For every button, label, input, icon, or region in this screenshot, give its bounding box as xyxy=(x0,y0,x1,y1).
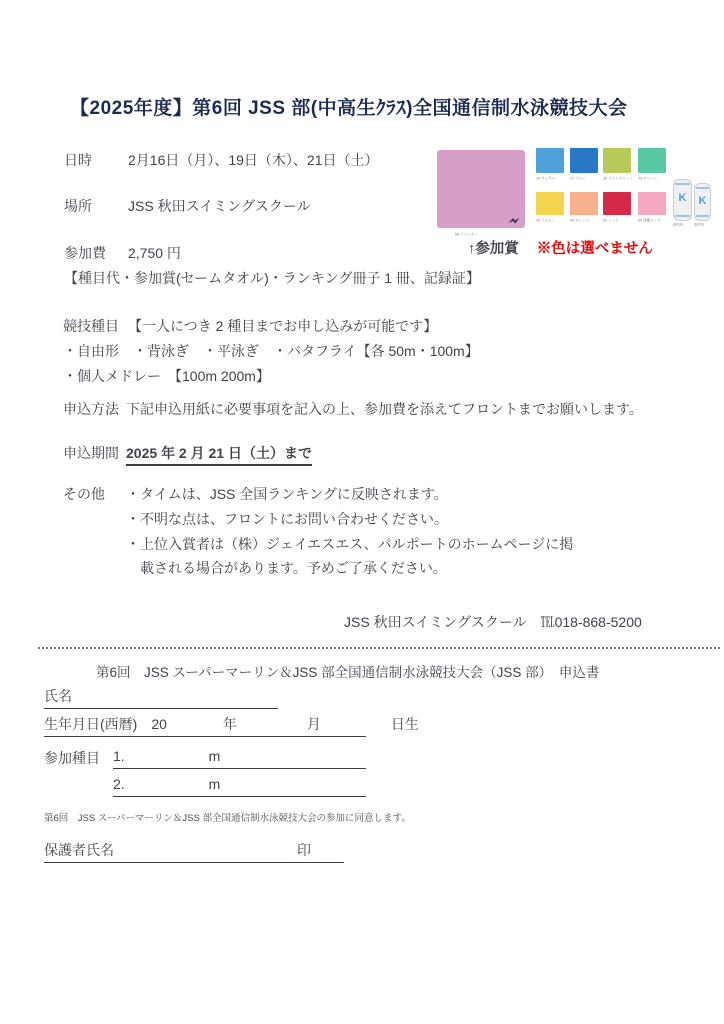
roll-band xyxy=(675,183,690,185)
towel-label: (BOX) xyxy=(694,222,705,227)
datetime-label: 日時 xyxy=(64,152,92,168)
towel-swatch-large xyxy=(437,150,525,228)
towel-swatch xyxy=(570,192,598,215)
other-bullet: ・不明な点は、フロントにお問い合わせください。 xyxy=(126,511,448,527)
rolled-towel xyxy=(673,179,692,221)
application-form-title: 第6回 JSS スーパーマーリン＆JSS 部全国通信制水泳競技大会（JSS 部） 申込書 xyxy=(96,665,600,680)
towel-label: 62 レッド xyxy=(603,218,619,223)
rolled-towel xyxy=(694,183,711,221)
towel-label: (BOX) xyxy=(673,222,684,227)
towel-swatch xyxy=(603,148,631,173)
mizuno-logo-icon xyxy=(508,217,520,224)
roll-letter: K xyxy=(678,192,687,204)
towel-label: 68 ラベンダー xyxy=(455,232,478,237)
method-label: 申込方法 xyxy=(63,401,119,417)
towel-label: 64 薄紫ピンク xyxy=(638,218,661,223)
events-line-1: ・自由形 ・背泳ぎ ・平泳ぎ ・バタフライ【各 50m・100m】 xyxy=(63,343,479,359)
consent-statement: 第6回 JSS スーパーマーリン＆JSS 部全国通信制水泳競技大会の参加に同意します。 xyxy=(44,813,411,824)
roll-band xyxy=(675,215,690,217)
events-value: 【一人につき 2 種目までお申し込みが可能です】 xyxy=(128,318,438,334)
towel-swatch xyxy=(536,148,564,173)
guardian-label: 保護者氏名 xyxy=(44,842,114,858)
entry-line-1: 1. m xyxy=(113,746,366,769)
seal-label: 印 xyxy=(297,842,311,858)
fee-value: 2,750 円 xyxy=(128,245,181,261)
events-line-2: ・個人メドレー 【100m 200m】 xyxy=(63,368,270,384)
towel-swatch xyxy=(570,148,598,173)
datetime-value: 2月16日（月）、19日（木）、21日（土） xyxy=(128,152,379,168)
period-value: 2025 年 2 月 21 日（土）まで xyxy=(126,443,312,466)
place-label: 場所 xyxy=(64,198,92,214)
towel-swatch xyxy=(536,192,564,215)
other-bullet: 載される場合があります。予めご了承ください。 xyxy=(140,560,447,576)
name-field: 氏名 xyxy=(44,686,278,709)
roll-letter: K xyxy=(698,194,707,207)
other-bullet: ・タイムは、JSS 全国ランキングに反映されます。 xyxy=(126,486,448,502)
fee-note: 【種目代・参加賞(セームタオル)・ランキング冊子 1 冊、記録証】 xyxy=(64,270,480,286)
roll-band xyxy=(696,215,709,217)
other-bullet: ・上位入賞者は（株）ジェイエスエス、パルポートのホームページに掲 xyxy=(126,536,574,552)
entry-line-2: 2. m xyxy=(113,774,366,797)
contact-line: JSS 秋田スイミングスクール ℡018-868-5200 xyxy=(344,614,642,630)
fee-label: 参加費 xyxy=(64,245,106,261)
towel-swatch xyxy=(638,192,666,215)
towel-label: 33 グリーン xyxy=(638,176,658,181)
method-value: 下記申込用紙に必要事項を記入の上、参加費を添えてフロントまでお願いします。 xyxy=(126,401,643,417)
towel-swatch xyxy=(603,192,631,215)
entry-events-label: 参加種目 xyxy=(44,750,100,766)
section-divider xyxy=(38,647,720,649)
towel-swatch xyxy=(638,148,666,173)
towel-label: 19 サックス xyxy=(536,176,556,181)
towel-label: 27 ブルー xyxy=(570,176,586,181)
birthdate-field: 生年月日(西暦) 20 年 月 日生 xyxy=(44,714,366,737)
guardian-name-field xyxy=(44,840,344,863)
towel-label: 53 オレンジ xyxy=(570,218,590,223)
award-arrow-label: ↑参加賞 xyxy=(468,241,519,257)
award-caption-line xyxy=(468,237,653,258)
page-title: 【2025年度】第6回 JSS 部(中高生ｸﾗｽ)全国通信制水泳競技大会 xyxy=(70,98,628,119)
events-label: 競技種目 xyxy=(63,318,119,334)
prize-towels-image xyxy=(435,143,724,245)
towel-label: 35 ライトグリーン xyxy=(603,176,633,181)
towel-label: 43 イエロー xyxy=(536,218,556,223)
other-label: その他 xyxy=(63,486,105,502)
place-value: JSS 秋田スイミングスクール xyxy=(128,198,311,214)
award-color-note: ※色は選べません xyxy=(536,241,653,257)
period-label: 申込期間 xyxy=(63,445,119,461)
roll-band xyxy=(696,187,709,189)
